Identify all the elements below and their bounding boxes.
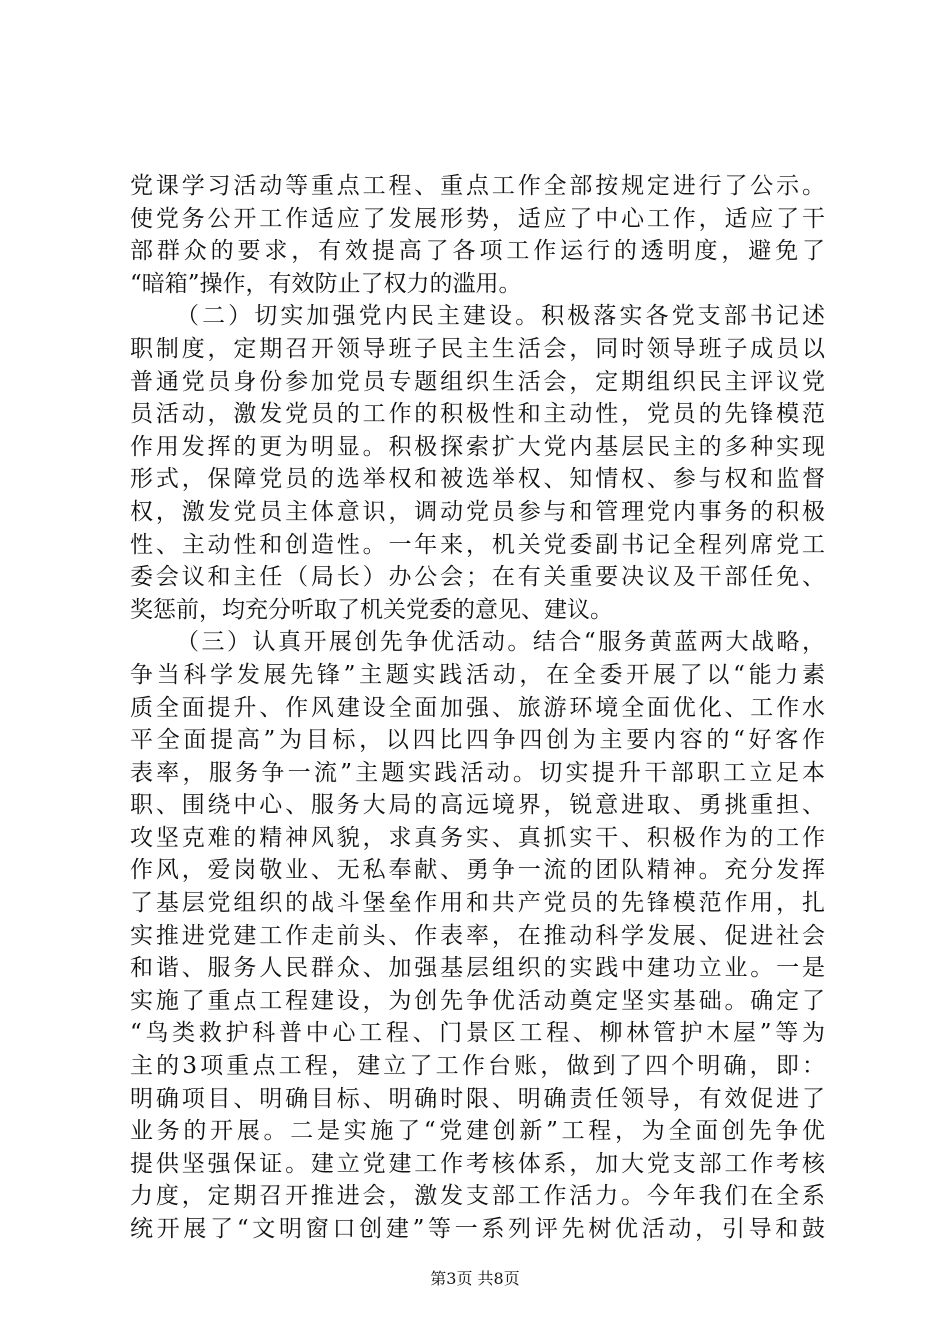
text-line: 权，激发党员主体意识，调动党员参与和管理党内事务的积极 (130, 498, 825, 525)
text-line: 员活动，激发党员的工作的积极性和主动性，党员的先锋模范 (130, 401, 825, 428)
text-line: 性、主动性和创造性。一年来，机关党委副书记全程列席党工 (130, 531, 825, 558)
document-body (130, 170, 825, 1246)
text-line: 实推进党建工作走前头、作表率，在推动科学发展、促进社会 (130, 922, 825, 949)
text-line: 了基层党组织的战斗堡垒作用和共产党员的先锋模范作用，扎 (130, 890, 825, 917)
text-line: 力度，定期召开推进会，激发支部工作活力。今年我们在全系 (130, 1183, 825, 1210)
text-line: 主的3项重点工程，建立了工作台账，做到了四个明确，即： (130, 1053, 825, 1080)
paragraph-start-line: （二）切实加强党内民主建设。积极落实各党支部书记述 (176, 303, 825, 330)
text-line: “暗箱”操作，有效防止了权力的滥用。 (130, 270, 522, 297)
text-line: “鸟类救护科普中心工程、门景区工程、柳林管护木屋”等为 (130, 1020, 825, 1047)
text-line: 攻坚克难的精神风貌，求真务实、真抓实干、积极作为的工作 (130, 824, 825, 851)
text-line: 明确项目、明确目标、明确时限、明确责任领导，有效促进了 (130, 1085, 825, 1112)
text-line: 业务的开展。二是实施了“党建创新”工程，为全面创先争优 (130, 1118, 825, 1145)
text-line: 部群众的要求，有效提高了各项工作运行的透明度，避免了 (130, 238, 825, 265)
text-line: 普通党员身份参加党员专题组织生活会，定期组织民主评议党 (130, 368, 825, 395)
text-line: 党课学习活动等重点工程、重点工作全部按规定进行了公示。 (130, 173, 825, 199)
text-line: 职制度，定期召开领导班子民主生活会，同时领导班子成员以 (130, 335, 825, 362)
paragraph-start-line: （三）认真开展创先争优活动。结合“服务黄蓝两大战略， (176, 629, 825, 656)
text-line: 作风，爱岗敬业、无私奉献、勇争一流的团队精神。充分发挥 (130, 857, 825, 884)
page-footer (0, 1269, 950, 1289)
text-line: 委会议和主任（局长）办公会；在有关重要决议及干部任免、 (130, 564, 825, 591)
text-line: 质全面提升、作风建设全面加强、旅游环境全面优化、工作水 (130, 694, 825, 721)
text-line: 使党务公开工作适应了发展形势，适应了中心工作，适应了干 (130, 205, 825, 232)
text-line: 平全面提高”为目标，以四比四争四创为主要内容的“好客作 (130, 727, 825, 754)
text-line: 提供坚强保证。建立党建工作考核体系，加大党支部工作考核 (130, 1150, 825, 1177)
text-line: 作用发挥的更为明显。积极探索扩大党内基层民主的多种实现 (130, 433, 825, 460)
text-line: 争当科学发展先锋”主题实践活动，在全委开展了以“能力素 (130, 661, 825, 688)
page-number-label: 第3页 共8页 (430, 1269, 520, 1288)
text-line: 职、围绕中心、服务大局的高远境界，锐意进取、勇挑重担、 (130, 792, 825, 819)
text-line: 表率，服务争一流”主题实践活动。切实提升干部职工立足本 (130, 759, 825, 786)
text-line: 奖惩前，均充分听取了机关党委的意见、建议。 (130, 596, 613, 623)
text-line: 统开展了“文明窗口创建”等一系列评先树优活动，引导和鼓 (130, 1216, 825, 1242)
text-line: 形式，保障党员的选举权和被选举权、知情权、参与权和监督 (130, 466, 825, 493)
text-line: 和谐、服务人民群众、加强基层组织的实践中建功立业。一是 (130, 955, 825, 982)
text-line: 实施了重点工程建设，为创先争优活动奠定坚实基础。确定了 (130, 987, 825, 1014)
